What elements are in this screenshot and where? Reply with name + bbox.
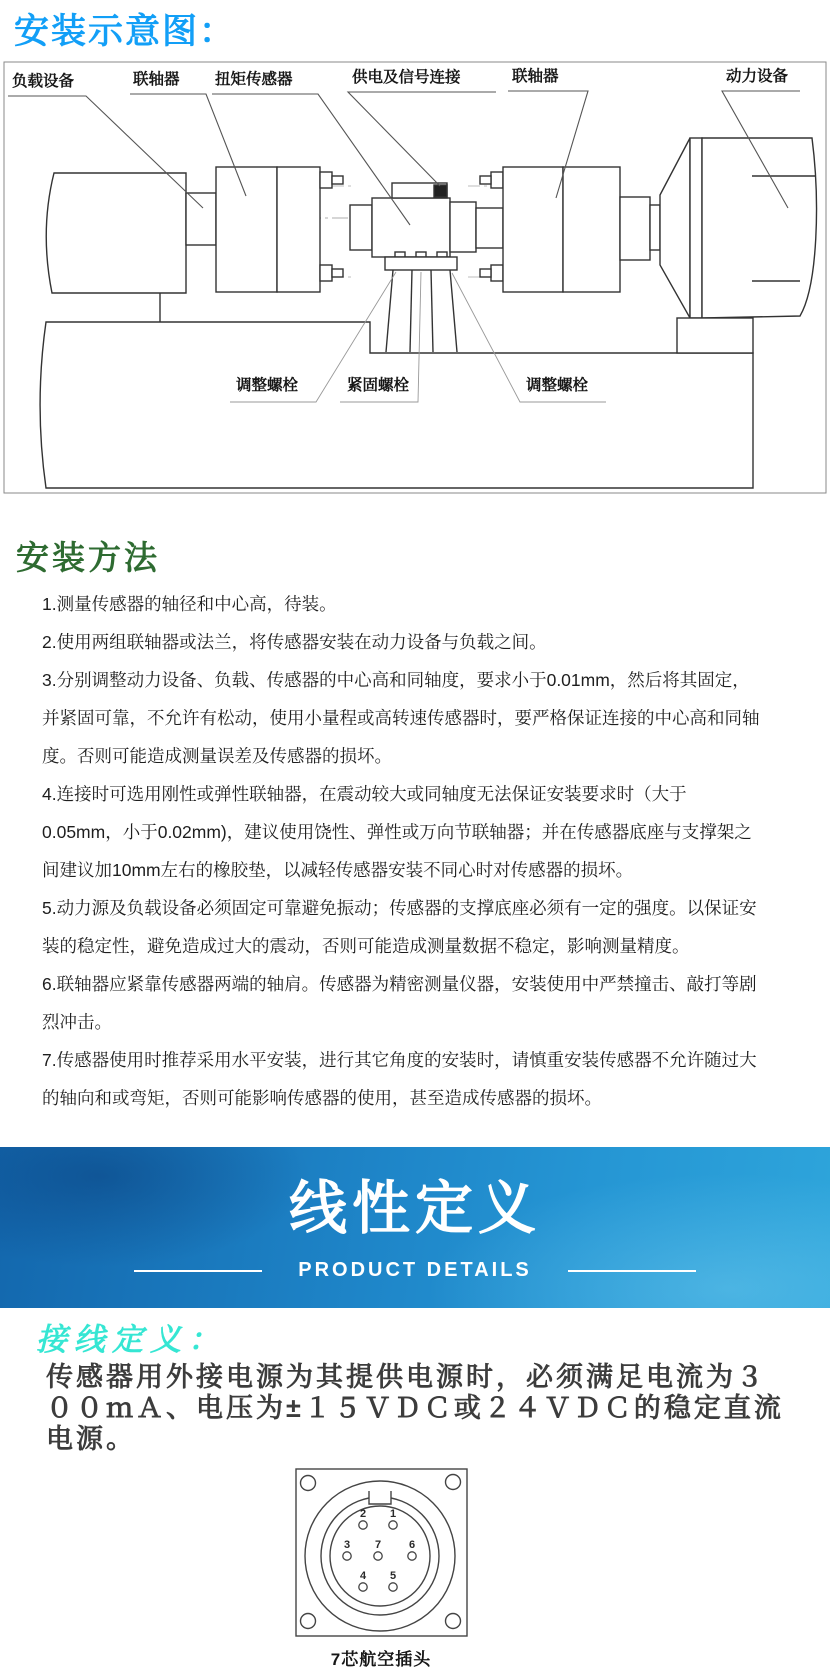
step-paragraph: 7.传感器使用时推荐采用水平安装，进行其它角度的安装时，请慎重安装传感器不允许随过大的轴向和或弯矩，否则可能影响传感器的使用，甚至造成传感器的损坏。 bbox=[42, 1050, 757, 1108]
sensor-mount-plate bbox=[385, 257, 457, 270]
pin bbox=[389, 1521, 397, 1529]
sensor-shaft-right bbox=[476, 208, 503, 248]
coupling-left-hub bbox=[216, 167, 277, 292]
torque-sensor-body bbox=[372, 198, 450, 257]
keyway-mask bbox=[369, 1491, 391, 1504]
connector-pinout-diagram bbox=[295, 1468, 468, 1638]
pin-number-6: 6 bbox=[408, 1539, 416, 1551]
power-equipment bbox=[702, 138, 816, 318]
motor-support bbox=[677, 318, 753, 353]
bolt bbox=[480, 176, 491, 184]
coupling-right-flange bbox=[503, 167, 563, 292]
load-equipment bbox=[46, 173, 186, 293]
step-paragraph: 3.分别调整动力设备、负载、传感器的中心高和同轴度，要求小于0.01mm，然后将其固定，并紧固可靠，不允许有松动，使用小量程或高转速传感器时，要严格保证连接的中心高和同轴度。否则可能造成测量误差及传感器的损坏。 bbox=[42, 670, 760, 766]
installation-diagram-svg bbox=[0, 60, 830, 496]
pin-number-2: 2 bbox=[359, 1508, 367, 1520]
coupling-right-hub bbox=[563, 167, 620, 292]
banner-title: 线性定义 bbox=[288, 1176, 541, 1241]
step-paragraph: 1.测量传感器的轴径和中心高，待装。 bbox=[42, 594, 337, 614]
bolt bbox=[332, 176, 343, 184]
pin bbox=[408, 1552, 416, 1560]
step-paragraph: 2.使用两组联轴器或法兰，将传感器安装在动力设备与负载之间。 bbox=[42, 632, 547, 652]
diagram-label-sensor: 扭矩传感器 bbox=[215, 71, 293, 88]
pin bbox=[359, 1521, 367, 1529]
pin-number-1: 1 bbox=[389, 1508, 397, 1520]
diagram-label-coupling1: 联轴器 bbox=[133, 71, 180, 88]
installation-steps bbox=[42, 585, 766, 1117]
sensor-shaft-left bbox=[350, 205, 372, 250]
bolt bbox=[332, 269, 343, 277]
bolt bbox=[480, 269, 491, 277]
mount-hole bbox=[301, 1614, 316, 1629]
product-details-banner bbox=[0, 1147, 830, 1308]
method-title: 安装方法 bbox=[16, 539, 160, 576]
bolt bbox=[491, 265, 503, 281]
installation-diagram bbox=[0, 60, 830, 496]
motor-shaft bbox=[620, 197, 650, 260]
diagram-label-adjust-bolt-left: 调整螺栓 bbox=[236, 377, 299, 394]
step-paragraph: 5.动力源及负载设备必须固定可靠避免振动；传感器的支撑底座必须有一定的强度。以保证安装的稳定性，避免造成过大的震动，否则可能造成测量数据不稳定，影响测量精度。 bbox=[42, 898, 757, 956]
shaft-left bbox=[186, 193, 216, 245]
bolt bbox=[491, 172, 503, 188]
motor-flange-ring bbox=[690, 138, 702, 318]
diagram-label-load: 负载设备 bbox=[12, 73, 75, 90]
step-paragraph: 4.连接时可选用刚性或弹性联轴器，在震动较大或同轴度无法保证安装要求时（大于0.05mm，小于0.02mm)，建议使用饶性、弹性或万向节联轴器；并在传感器底座与支撑架之间建议加10mm左右的橡胶垫，以减轻传感器安装不同心时对传感器的损坏。 bbox=[42, 784, 752, 880]
mounting-bench bbox=[40, 322, 753, 488]
pin-number-3: 3 bbox=[343, 1539, 351, 1551]
mount-hole bbox=[446, 1614, 461, 1629]
pin-number-7: 7 bbox=[374, 1539, 382, 1551]
bolt bbox=[320, 265, 332, 281]
wiring-definition-title: 接线定义： bbox=[36, 1322, 226, 1357]
diagram-label-adjust-bolt-right: 调整螺栓 bbox=[526, 377, 589, 394]
pin bbox=[389, 1583, 397, 1591]
motor-bell-flange bbox=[660, 138, 690, 318]
bolt bbox=[320, 172, 332, 188]
diagram-label-fasten-bolt: 紧固螺栓 bbox=[347, 377, 410, 394]
connector-caption: 7芯航空插头 bbox=[330, 1650, 432, 1669]
mount-leg bbox=[450, 270, 457, 352]
motor-shaft-step bbox=[650, 205, 660, 250]
mount-hole bbox=[301, 1476, 316, 1491]
pin bbox=[359, 1583, 367, 1591]
sensor-shaft-step bbox=[450, 202, 476, 252]
pin-number-4: 4 bbox=[359, 1570, 367, 1582]
mount-bolt bbox=[437, 252, 447, 257]
page-title: 安装示意图： bbox=[14, 12, 237, 51]
pin bbox=[374, 1552, 382, 1560]
connector-svg bbox=[295, 1468, 468, 1638]
pin-number-5: 5 bbox=[389, 1570, 397, 1582]
mount-leg bbox=[410, 270, 412, 352]
mount-hole bbox=[446, 1475, 461, 1490]
wiring-power-requirements: 传感器用外接电源为其提供电源时，必须满足电流为３００ｍＡ、电压为±１５ＶＤＣ或２４ＶＤＣ的稳定直流电源。 bbox=[46, 1362, 784, 1454]
signal-connector bbox=[434, 185, 447, 197]
banner-subtitle: PRODUCT DETAILS bbox=[298, 1259, 532, 1281]
banner-subtitle-row bbox=[0, 1259, 830, 1282]
mount-leg bbox=[431, 270, 433, 352]
diagram-label-signal: 供电及信号连接 bbox=[352, 69, 461, 86]
mount-bolt bbox=[416, 252, 426, 257]
coupling-left-flange bbox=[277, 167, 320, 292]
diagram-label-coupling2: 联轴器 bbox=[512, 68, 559, 85]
mount-bolt bbox=[395, 252, 405, 257]
leader-signal bbox=[348, 92, 496, 186]
banner-rule-left bbox=[134, 1270, 262, 1272]
diagram-label-power: 动力设备 bbox=[726, 68, 789, 85]
banner-rule-right bbox=[568, 1270, 696, 1272]
step-paragraph: 6.联轴器应紧靠传感器两端的轴肩。传感器为精密测量仪器，安装使用中严禁撞击、敲打等剧烈冲击。 bbox=[42, 974, 757, 1032]
pin bbox=[343, 1552, 351, 1560]
